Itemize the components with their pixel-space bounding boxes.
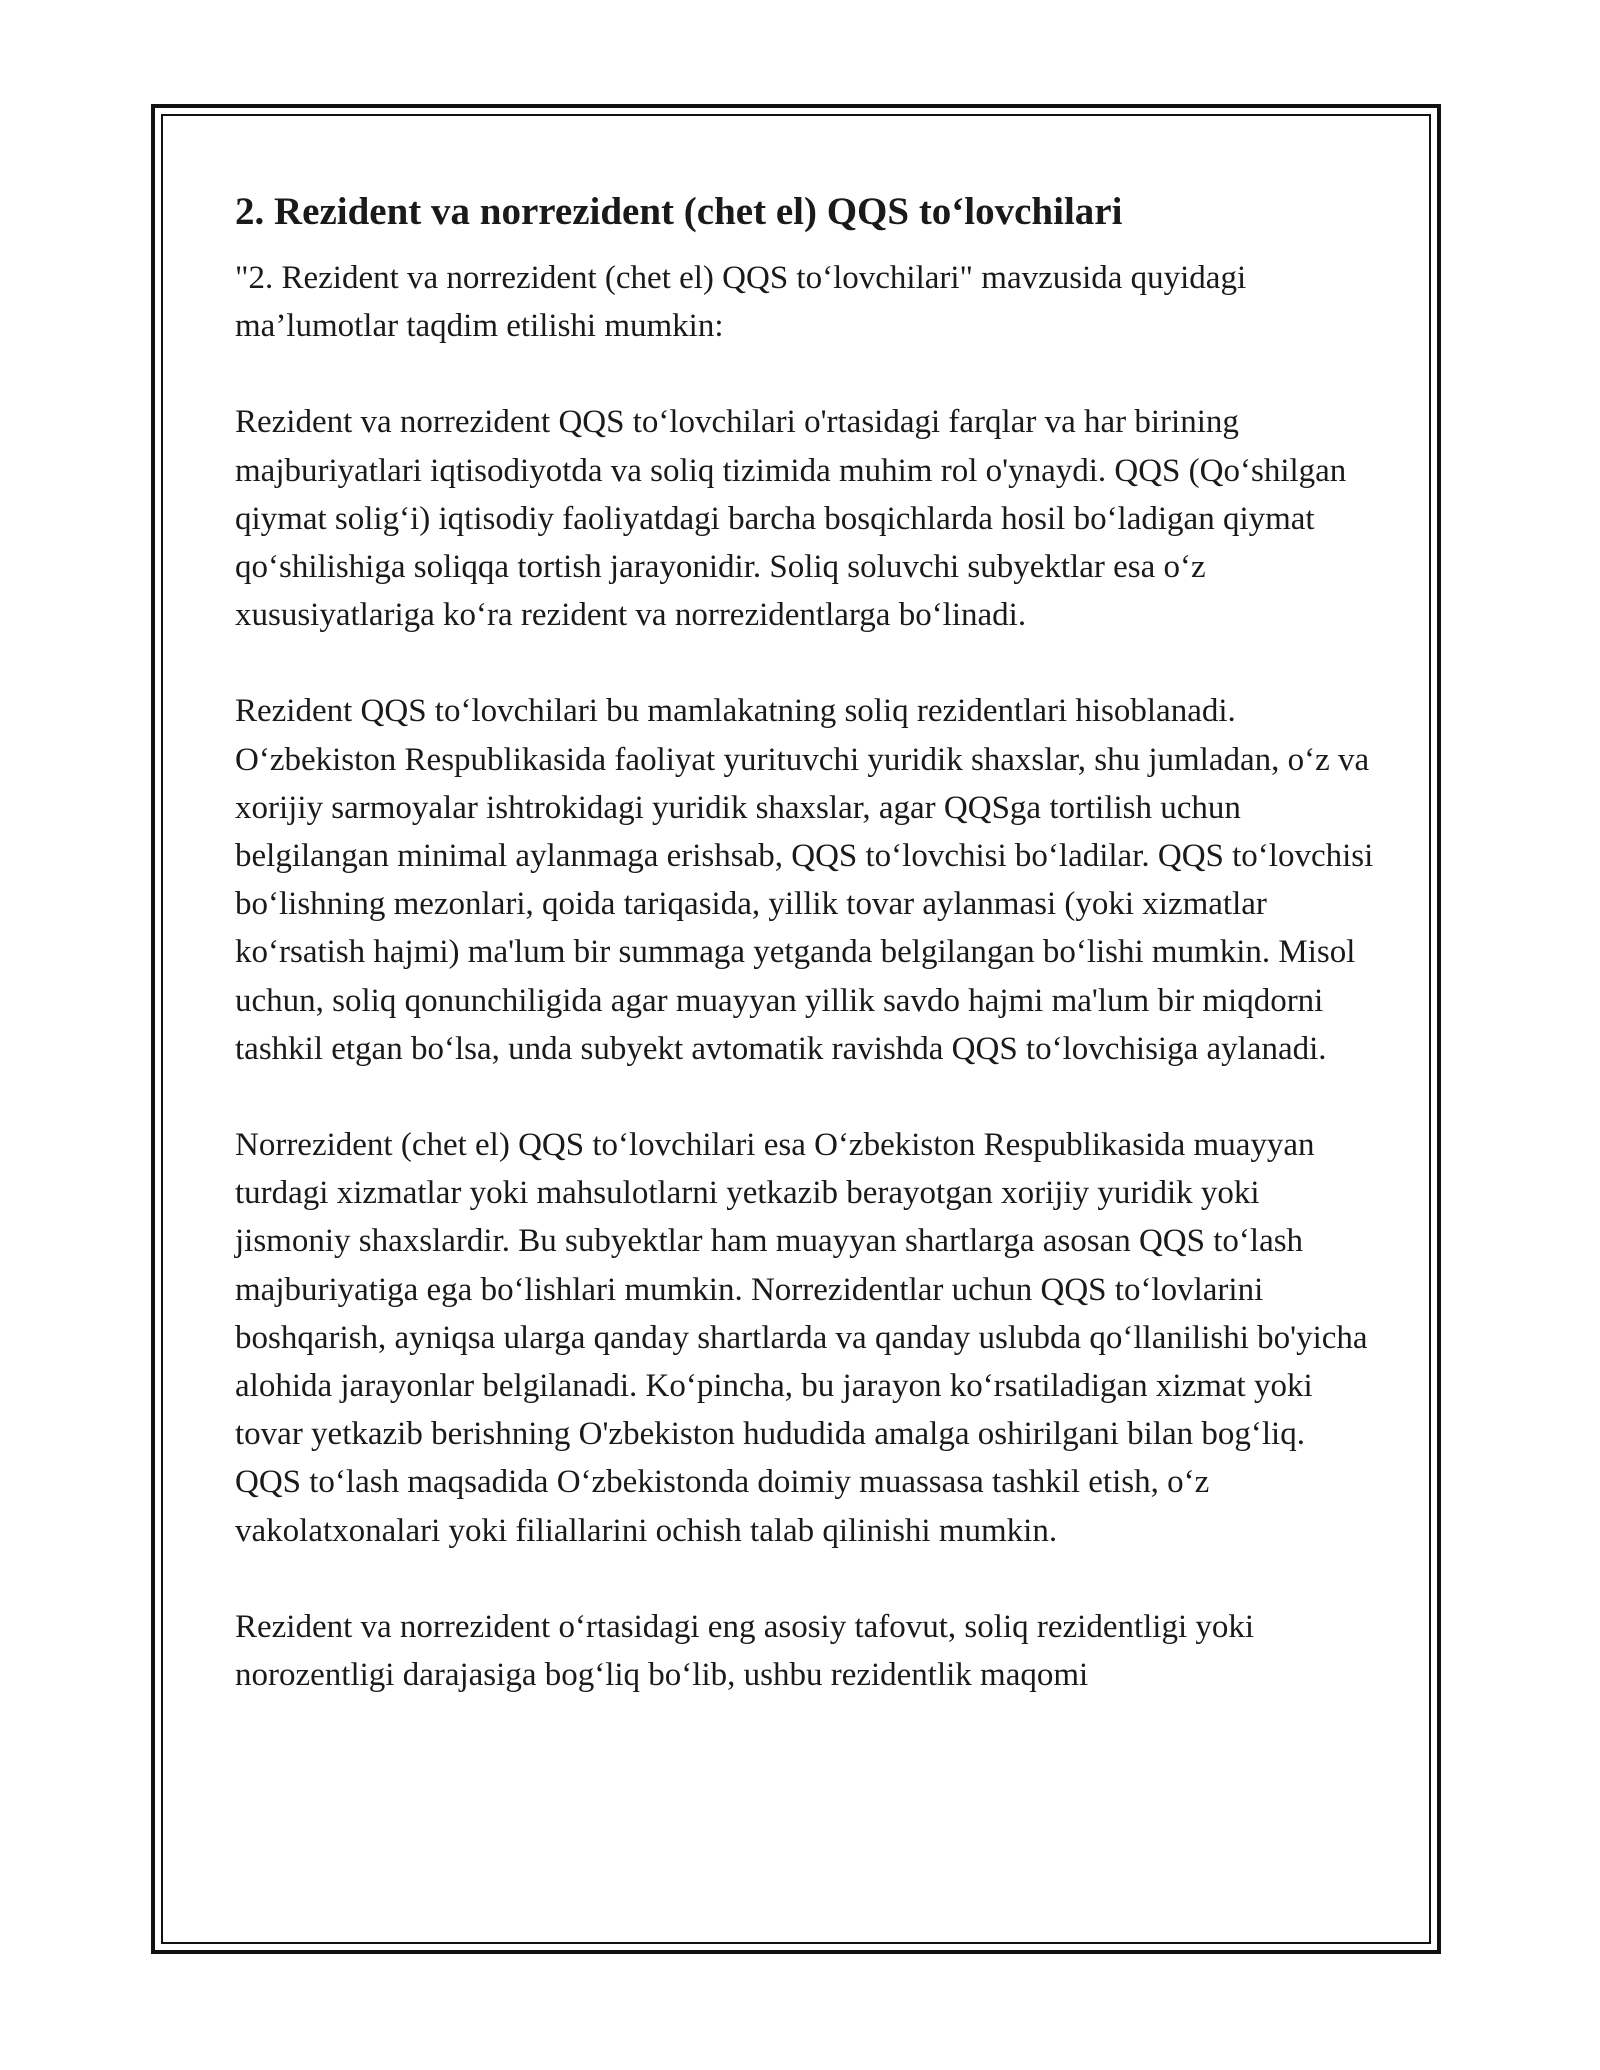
section-title: 2. Rezident va norrezident (chet el) QQS to‘lovchilari	[235, 190, 1123, 233]
paragraph-main-difference: Rezident va norrezident o‘rtasidagi eng asosiy tafovut, soliq rezidentligi yoki norozentligi darajasiga bog‘liq bo‘lib, ushbu rezidentlik maqomi	[235, 1608, 1255, 1694]
paragraph-resident: Rezident QQS to‘lovchilari bu mamlakatning soliq rezidentlari hisoblanadi. O‘zbekiston Respublikasida faoliyat yurituvchi yuridik shaxslar, shu jumladan, o‘z va xorijiy sarmoyalar ishtrokidagi yuridik shaxslar, agar QQSga tortilish uchun belgilangan minimal aylanmaga erishsab, QQS to‘lovchisi bo‘ladilar. QQS to‘lovchisi bo‘lishning mezonlari, qoida tariqasida, yillik tovar aylanmasi (yoki xizmatlar ko‘rsatish hajmi) ma'lum bir summaga yetganda belgilangan bo‘lishi mumkin. Misol uchun, soliq qonunchiligida agar muayyan yillik savdo hajmi ma'lum bir miqdorni tashkil etgan bo‘lsa, unda subyekt avtomatik ravishda QQS to‘lovchisiga aylanadi.	[235, 693, 1374, 1067]
paragraph-differences: Rezident va norrezident QQS to‘lovchilari o'rtasidagi farqlar va har birining majburiyatlari iqtisodiyotda va soliq tizimida muhim rol o'ynaydi. QQS (Qo‘shilgan qiymat solig‘i) iqtisodiy faoliyatdagi barcha bosqichlarda hosil bo‘ladigan qiymat qo‘shilishiga soliqqa tortish jarayonidir. Soliq soluvchi subyektlar esa o‘z xususiyatlariga ko‘ra rezident va norrezidentlarga bo‘linadi.	[235, 404, 1347, 634]
document-content	[235, 186, 1375, 1747]
paragraph-nonresident: Norrezident (chet el) QQS to‘lovchilari esa O‘zbekiston Respublikasida muayyan turdagi xizmatlar yoki mahsulotlarni yetkazib berayotgan xorijiy yuridik yoki jismoniy shaxslardir. Bu subyektlar ham muayyan shartlarga asosan QQS to‘lash majburiyatiga ega bo‘lishlari mumkin. Norrezidentlar uchun QQS to‘lovlarini boshqarish, ayniqsa ularga qanday shartlarda va qanday uslubda qo‘llanilishi bo'yicha alohida jarayonlar belgilanadi. Ko‘pincha, bu jarayon ko‘rsatiladigan xizmat yoki tovar yetkazib berishning O'zbekiston hududida amalga oshirilgani bilan bog‘liq. QQS to‘lash maqsadida O‘zbekistonda doimiy muassasa tashkil etish, o‘z vakolatxonalari yoki filiallarini ochish talab qilinishi mumkin.	[235, 1127, 1368, 1549]
paragraph-intro: "2. Rezident va norrezident (chet el) QQS to‘lovchilari" mavzusida quyidagi ma’lumotlar taqdim etilishi mumkin:	[235, 260, 1247, 345]
